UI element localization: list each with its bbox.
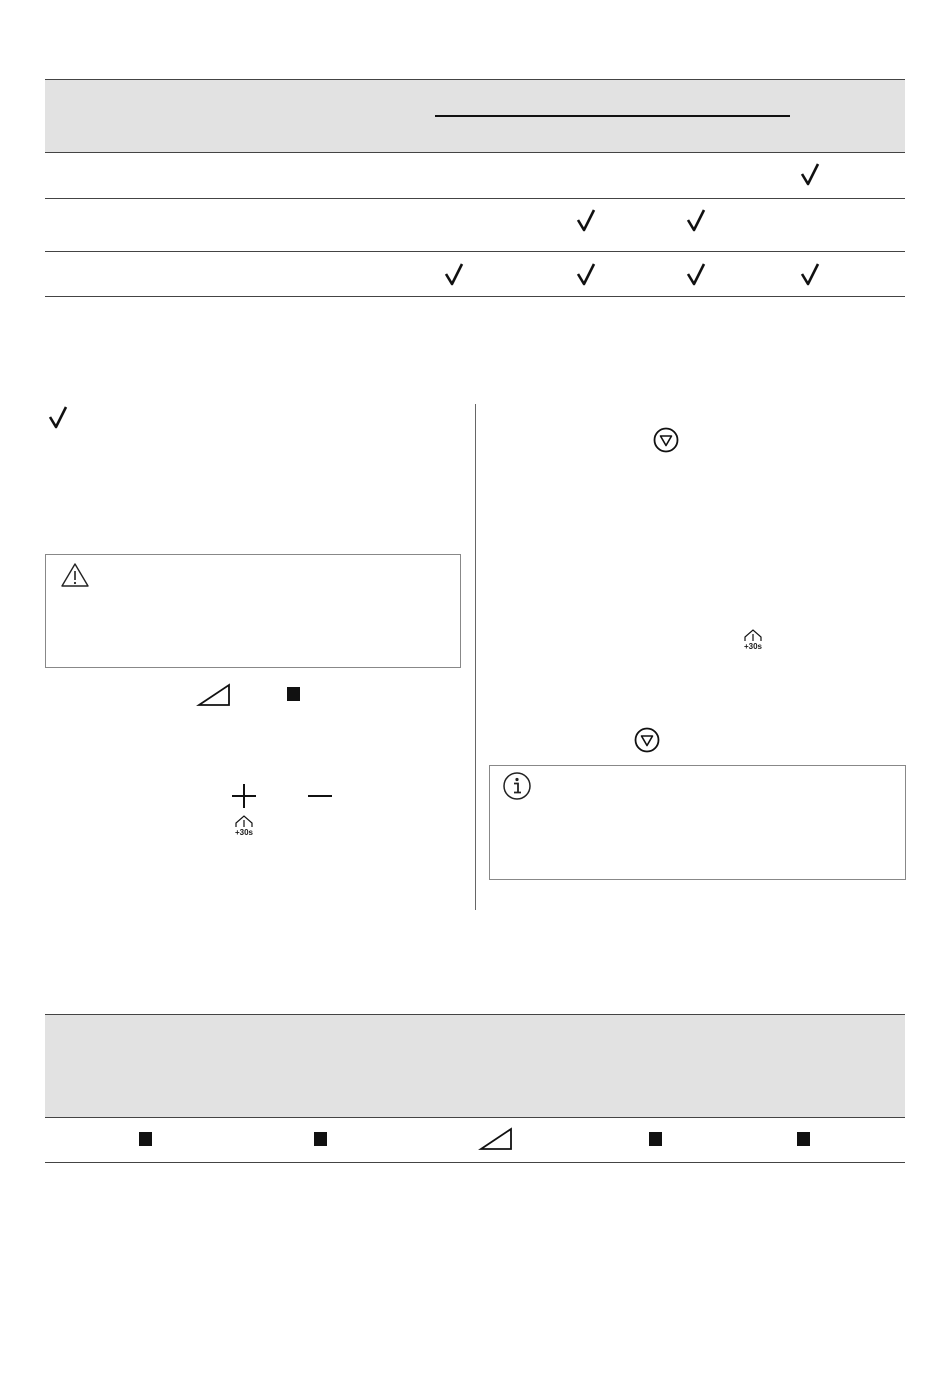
check-table-row-divider	[45, 152, 905, 153]
stop-icon	[653, 427, 679, 453]
check-icon	[686, 262, 706, 286]
check-table-row-divider	[45, 198, 905, 199]
level-table-header	[45, 1014, 905, 1118]
plus-30s-label: +30s	[234, 828, 254, 837]
square-icon	[314, 1132, 327, 1146]
info-icon	[502, 771, 532, 801]
check-icon	[800, 162, 820, 186]
check-icon	[800, 262, 820, 286]
check-icon	[576, 208, 596, 232]
check-table-row-divider	[45, 251, 905, 252]
warning-box	[45, 554, 461, 668]
column-divider	[475, 404, 476, 910]
plus-icon	[231, 783, 257, 809]
square-icon	[797, 1132, 810, 1146]
check-icon	[686, 208, 706, 232]
minus-icon	[307, 783, 333, 809]
check-icon	[444, 262, 464, 286]
check-icon	[48, 405, 68, 429]
check-table-header-underline	[435, 115, 790, 117]
stop-icon	[634, 727, 660, 753]
level-table-row-divider	[45, 1117, 905, 1118]
info-box	[489, 765, 906, 880]
plus-30s-arrow-icon	[233, 814, 255, 828]
plus-30s-label: +30s	[743, 642, 763, 651]
square-icon	[139, 1132, 152, 1146]
check-icon	[576, 262, 596, 286]
ramp-icon	[479, 1127, 513, 1151]
check-table-row-divider	[45, 296, 905, 297]
warning-icon	[60, 562, 90, 588]
plus-30s-icon	[229, 814, 259, 842]
square-icon	[649, 1132, 662, 1146]
ramp-icon	[197, 683, 231, 707]
plus-30s-icon	[738, 628, 768, 656]
plus-30s-arrow-icon	[742, 628, 764, 642]
level-table-row-divider	[45, 1162, 905, 1163]
square-icon	[287, 687, 300, 701]
